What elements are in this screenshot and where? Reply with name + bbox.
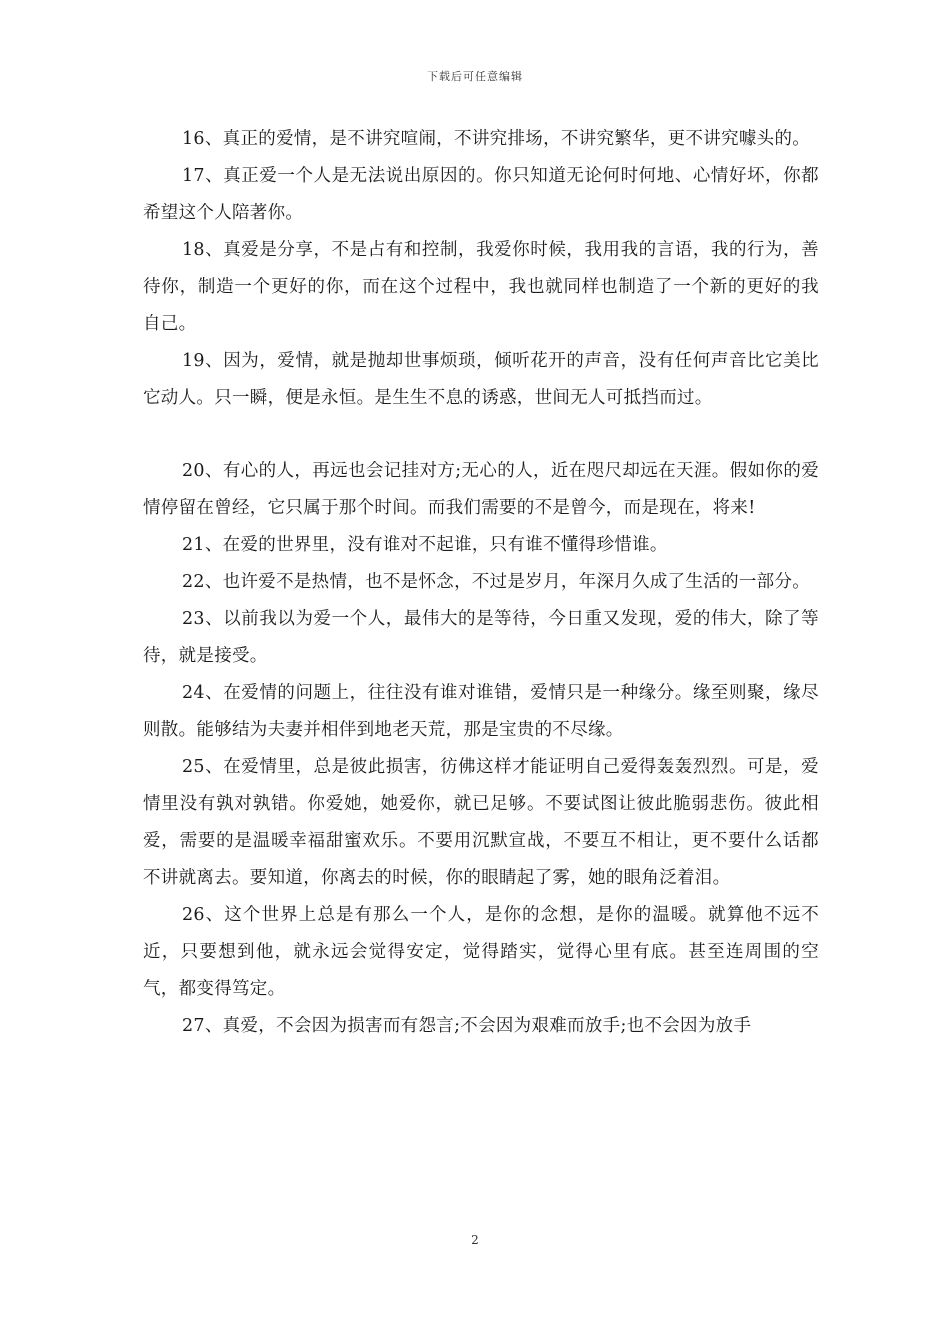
paragraph-27: 27、真爱，不会因为损害而有怨言;不会因为艰难而放手;也不会因为放手 [182,1016,752,1036]
paragraph-16: 16、真正的爱情，是不讲究喧闹，不讲究排场，不讲究繁华，更不讲究噱头的。 [182,129,811,149]
paragraph-26: 26、这个世界上总是有那么一个人，是你的念想，是你的温暖。就算他不远不近，只要想到他，就永远会觉得安定，觉得踏实，觉得心里有底。甚至连周围的空气，都变得笃定。 [143,905,819,999]
document-body [143,121,819,1045]
paragraph-22: 22、也许爱不是热情，也不是怀念，不过是岁月，年深月久成了生活的一部分。 [182,572,811,592]
paragraph-17: 17、真正爱一个人是无法说出原因的。你只知道无论何时何地、心情好坏，你都希望这个人陪著你。 [143,166,819,223]
paragraph-18: 18、真爱是分享，不是占有和控制，我爱你时候，我用我的言语，我的行为，善待你，制造一个更好的你，而在这个过程中，我也就同样也制造了一个新的更好的我自己。 [143,240,819,334]
paragraph-19: 19、因为，爱情，就是抛却世事烦琐，倾听花开的声音，没有任何声音比它美比它动人。只一瞬，便是永恒。是生生不息的诱惑，世间无人可抵挡而过。 [143,351,819,408]
paragraph-21: 21、在爱的世界里，没有谁对不起谁，只有谁不懂得珍惜谁。 [182,535,668,555]
paragraph-24: 24、在爱情的问题上，往往没有谁对谁错，爱情只是一种缘分。缘至则聚，缘尽则散。能够结为夫妻并相伴到地老天荒，那是宝贵的不尽缘。 [143,683,819,740]
page-number: 2 [471,1233,479,1247]
paragraph-20: 20、有心的人，再远也会记挂对方;无心的人，近在咫尺却远在天涯。假如你的爱情停留在曾经，它只属于那个时间。而我们需要的不是曾今，而是现在，将来! [143,461,819,518]
page-header: 下载后可任意编辑 [427,70,523,83]
paragraph-25: 25、在爱情里，总是彼此损害，彷佛这样才能证明自己爱得轰轰烈烈。可是，爱情里没有孰对孰错。你爱她，她爱你，就已足够。不要试图让彼此脆弱悲伤。彼此相爱，需要的是温暖幸福甜蜜欢乐。不要用沉默宣战，不要互不相让，更不要什么话都不讲就离去。要知道，你离去的时候，你的眼睛起了雾，她的眼角泛着泪。 [143,757,819,888]
paragraph-23: 23、以前我以为爱一个人，最伟大的是等待，今日重又发现，爱的伟大，除了等待，就是接受。 [143,609,819,666]
